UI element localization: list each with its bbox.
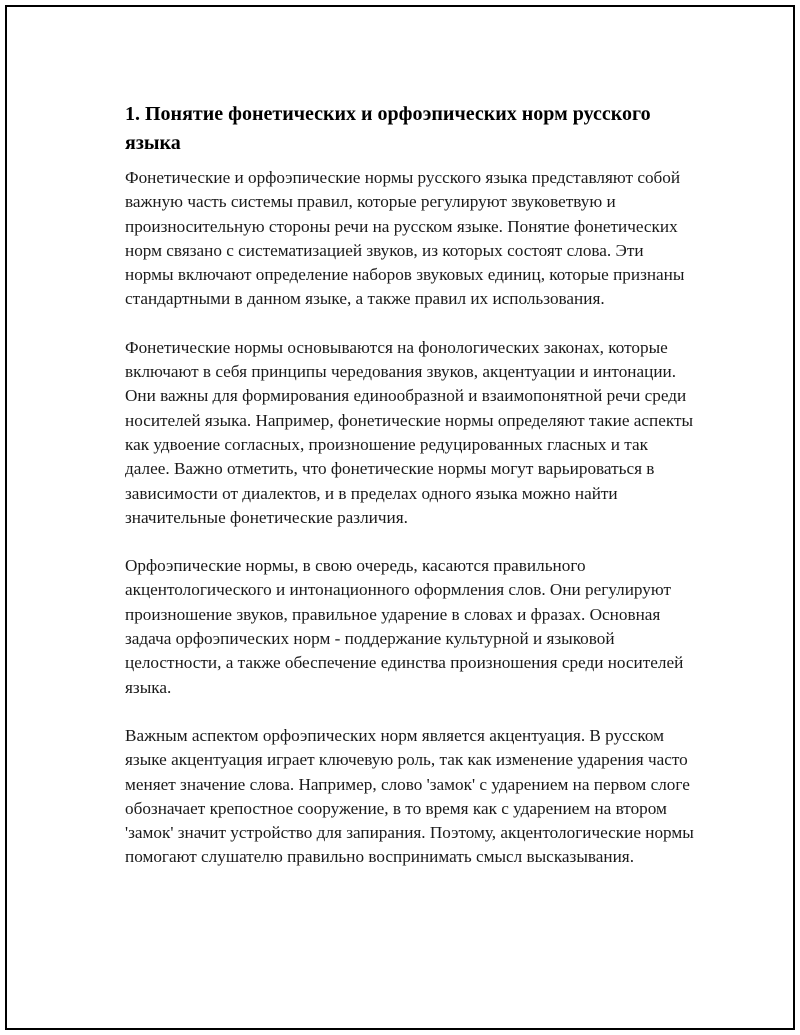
paragraph-4: Важным аспектом орфоэпических норм является акцентуация. В русском языке акцентуация играет ключевую роль, так как изменение ударения часто меняет значение слова. Например, слово 'замок' с ударением на первом слоге обозначает крепостное сооружение, в то время как с ударением на втором 'замок' значит устройство для запирания. Поэтому, акцентологические нормы помогают слушателю правильно воспринимать смысл высказывания. (125, 725, 694, 867)
paragraph-1: Фонетические и орфоэпические нормы русского языка представляют собой важную часть системы правил, которые регулируют звуковетвую и произносительную стороны речи на русском языке. Понятие фонетических норм связано с систематизацией звуков, из которых состоят слова. Эти нормы включают определение наборов звуковых единиц, которые признаны стандартными в данном языке, а также правил их использования. (125, 168, 685, 309)
document-body (125, 100, 695, 894)
section-heading: 1. Понятие фонетических и орфоэпических норм русского языка (125, 103, 651, 154)
paragraph-2: Фонетические нормы основываются на фонологических законах, которые включают в себя принципы чередования звуков, акцентуации и интонации. Они важны для формирования единообразной и взаимопонятной речи среди носителей языка. Например, фонетические нормы определяют такие аспекты как удвоение согласных, произношение редуцированных гласных и так далее. Важно отметить, что фонетические нормы могут варьироваться в зависимости от диалектов, и в пределах одного языка можно найти значительные фонетические различия. (125, 337, 694, 527)
paragraph-3: Орфоэпические нормы, в свою очередь, касаются правильного акцентологического и интонационного оформления слов. Они регулируют произношение звуков, правильное ударение в словах и фразах. Основная задача орфоэпических норм - поддержание культурной и языковой целостности, а также обеспечение единства произношения среди носителей языка. (125, 556, 684, 697)
page-frame (5, 5, 795, 1030)
